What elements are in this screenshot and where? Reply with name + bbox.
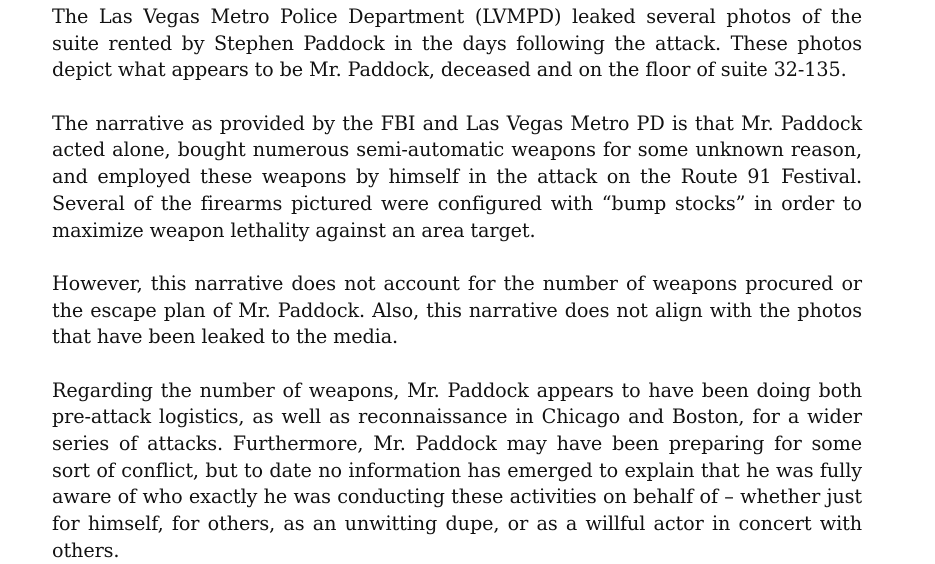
document-body bbox=[52, 4, 862, 564]
paragraph-leaked-photos: The Las Vegas Metro Police Department (LVMPD) leaked several photos of the suite rented by Stephen Paddock in the days following the attack. These photos depict what appears to be Mr. Paddock, deceased and on the floor of suite 32-135. bbox=[52, 5, 862, 82]
paragraph-narrative-gaps: However, this narrative does not account for the number of weapons procured or the escape plan of Mr. Paddock. Also, this narrative does not align with the photos that have been leaked to the media. bbox=[52, 271, 862, 349]
paragraph-official-narrative: The narrative as provided by the FBI and Las Vegas Metro PD is that Mr. Paddock acted alone, bought numerous semi-automatic weapons for some unknown reason, and employed these weapons by himself in the attack on the Route 91 Festival. Several of the firearms pictured were configured with “bump stocks” in order to maximize weapon lethality against an area target. bbox=[52, 111, 862, 242]
paragraph-weapons-logistics: Regarding the number of weapons, Mr. Paddock appears to have been doing both pre-attack logistics, as well as reconnaissance in Chicago and Boston, for a wider series of attacks. Furthermore, Mr. Paddock may have been preparing for some sort of conflict, but to date no information has emerged to explain that he was fully aware of who exactly he was conducting these activities on behalf of – whether just for himself, for others, as an unwitting dupe, or as a willful actor in concert with others. bbox=[52, 378, 862, 562]
